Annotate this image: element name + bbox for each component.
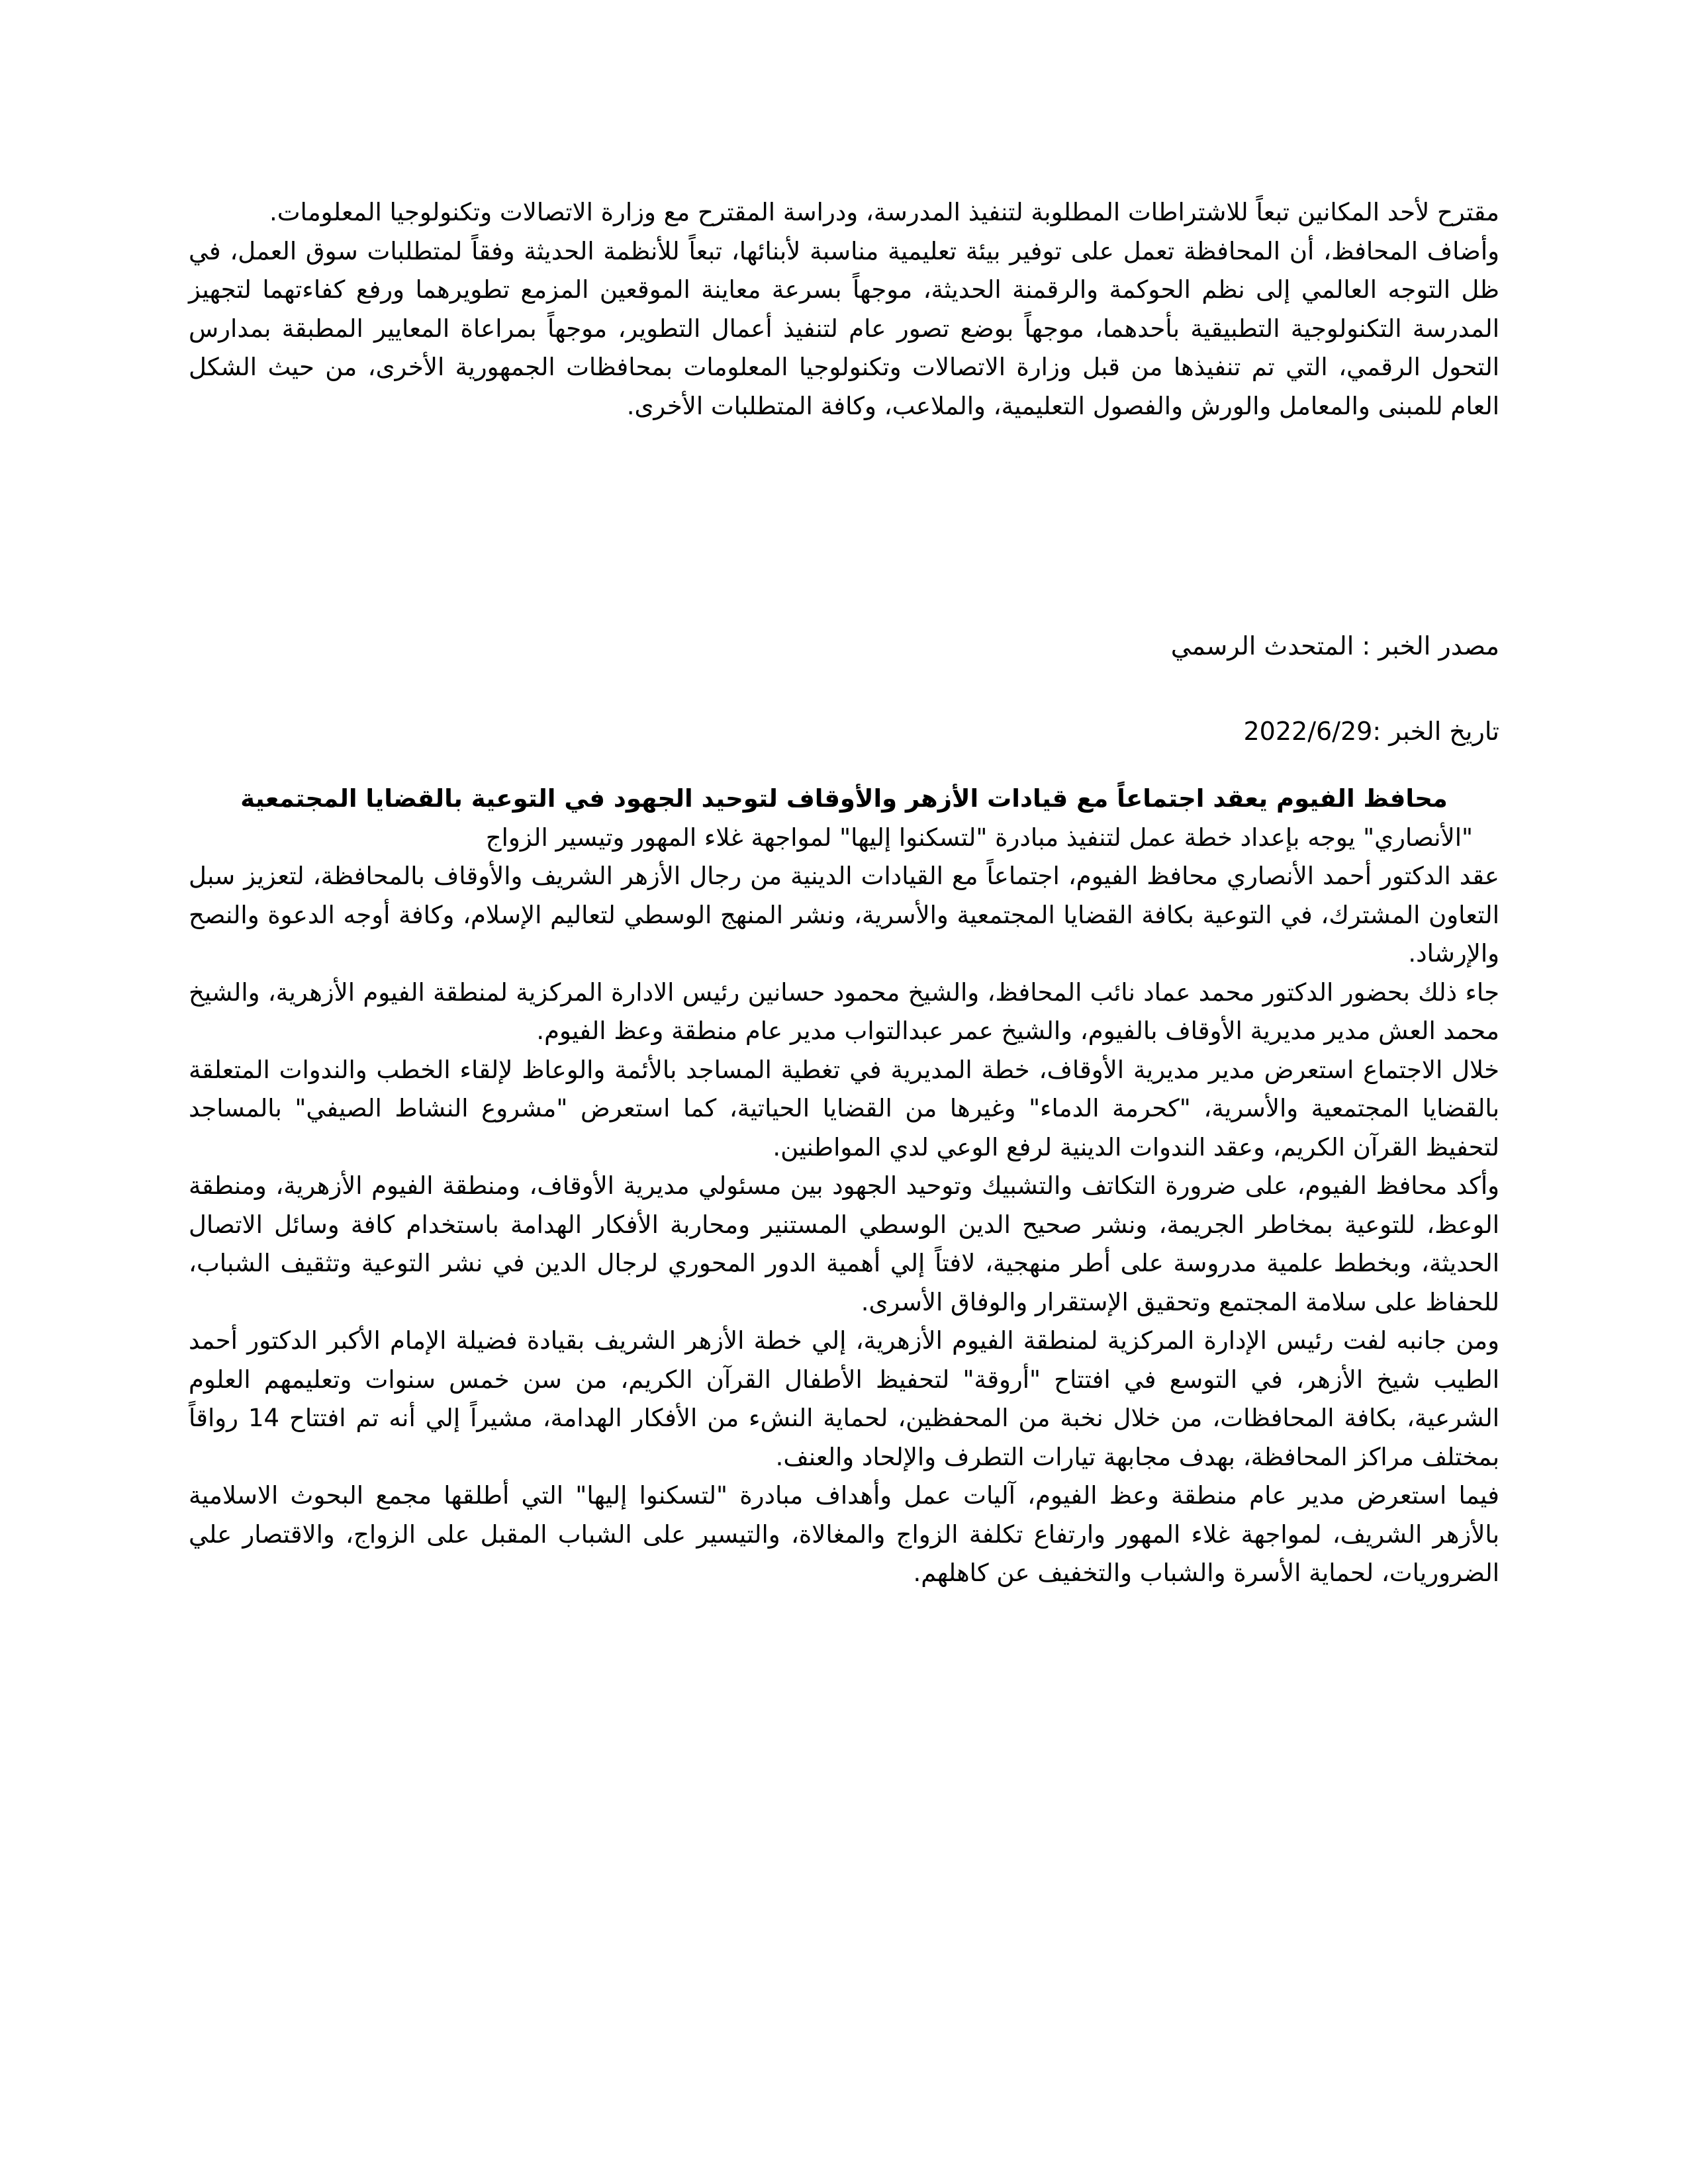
article-paragraph-4: وأكد محافظ الفيوم، على ضرورة التكاتف والتشبيك وتوحيد الجهود بين مسئولي مديرية الأوقاف، ومنطقة الفيوم الأزهرية، ومنطقة الوعظ، للتوعية بمخاطر الجريمة، ونشر صحيح الدين الوسطي المستنير ومحاربة الأفكار الهدامة باستخدام كافة وسائل الاتصال الحديثة، وبخطط علمية مدروسة على أطر منهجية، لافتاً إلي أهمية الدور المحوري لرجال الدين في نشر التوعية وتثقيف الشباب، للحفاظ على سلامة المجتمع وتحقيق الإستقرار والوفاق الأسرى.: [189, 1171, 1499, 1316]
article-paragraph-3: خلال الاجتماع استعرض مدير مديرية الأوقاف، خطة المديرية في تغطية المساجد بالأئمة والوعاظ لإلقاء الخطب والندوات المتعلقة بالقضايا المجتمعية والأسرية، "كحرمة الدماء" وغيرها من القضايا الحياتية، كما استعرض "مشروع النشاط الصيفي" بالمساجد لتحفيظ القرآن الكريم، وعقد الندوات الدينية لرفع الوعي لدي المواطنين.: [189, 1055, 1499, 1161]
news-date: [1243, 717, 1499, 746]
article-section: [189, 780, 1499, 1593]
intro-section: [189, 193, 1499, 426]
article-paragraph-6: فيما استعرض مدير عام منطقة وعظ الفيوم، آليات عمل وأهداف مبادرة "لتسكنوا إليها" التي أطلقها مجمع البحوث الاسلامية بالأزهر الشريف، لمواجهة غلاء المهور وارتفاع تكلفة الزواج والمغالاة، والتيسير على الشباب المقبل على الزواج، والاقتصار علي الضروريات، لحماية الأسرة والشباب والتخفيف عن كاهلهم.: [189, 1481, 1499, 1587]
article-subheadline: "الأنصاري" يوجه بإعداد خطة عمل لتنفيذ مبادرة "لتسكنوا إليها" لمواجهة غلاء المهور وتيسير الزواج: [485, 823, 1473, 852]
article-paragraph-2: جاء ذلك بحضور الدكتور محمد عماد نائب المحافظ، والشيخ محمود حسانين رئيس الادارة المركزية لمنطقة الفيوم الأزهرية، والشيخ محمد العش مدير مديرية الأوقاف بالفيوم، والشيخ عمر عبدالتواب مدير عام منطقة وعظ الفيوم.: [189, 978, 1499, 1045]
article-headline: محافظ الفيوم يعقد اجتماعاً مع قيادات الأزهر والأوقاف لتوحيد الجهود في التوعية بالقضايا المجتمعية: [240, 784, 1448, 813]
intro-paragraph-1: مقترح لأحد المكانين تبعاً للاشتراطات المطلوبة لتنفيذ المدرسة، ودراسة المقترح مع وزارة الاتصالات وتكنولوجيا المعلومات.: [269, 198, 1499, 226]
article-paragraph-5: ومن جانبه لفت رئيس الإدارة المركزية لمنطقة الفيوم الأزهرية، إلي خطة الأزهر الشريف بقيادة فضيلة الإمام الأكبر الدكتور أحمد الطيب شيخ الأزهر، في التوسع في افتتاح "أروقة" لتحفيظ الأطفال القرآن الكريم، من سن خمس سنوات وتعليمهم العلوم الشرعية، بكافة المحافظات، من خلال نخبة من المحفظين، لحماية النشء من الأفكار الهدامة، مشيراً إلي أنه تم افتتاح 14 رواقاً بمختلف مراكز المحافظة، بهدف مجابهة تيارات التطرف والإلحاد والعنف.: [189, 1326, 1499, 1471]
news-date-value: 2022/6/29: [1243, 717, 1373, 746]
news-source: مصدر الخبر : المتحدث الرسمي: [1170, 631, 1499, 660]
article-paragraph-1: عقد الدكتور أحمد الأنصاري محافظ الفيوم، اجتماعاً مع القيادات الدينية من رجال الأزهر الشريف والأوقاف بالمحافظة، لتعزيز سبل التعاون المشترك، في التوعية بكافة القضايا المجتمعية والأسرية، ونشر المنهج الوسطي لتعاليم الإسلام، وكافة أوجه الدعوة والنصح والإرشاد.: [189, 862, 1499, 968]
intro-paragraph-2: وأضاف المحافظ، أن المحافظة تعمل على توفير بيئة تعليمية مناسبة لأبنائها، تبعاً للأنظمة الحديثة وفقاً لمتطلبات سوق العمل، في ظل التوجه العالمي إلى نظم الحوكمة والرقمنة الحديثة، موجهاً بسرعة معاينة الموقعين المزمع تطويرهما ورفع كفاءتهما لتجهيز المدرسة التكنولوجية التطبيقية بأحدهما، موجهاً بوضع تصور عام لتنفيذ أعمال التطوير، موجهاً بمراعاة المعايير المطبقة بمدارس التحول الرقمي، التي تم تنفيذها من قبل وزارة الاتصالات وتكنولوجيا المعلومات بمحافظات الجمهورية الأخرى، من حيث الشكل العام للمبنى والمعامل والورش والفصول التعليمية، والملاعب، وكافة المتطلبات الأخرى.: [189, 236, 1499, 420]
news-date-label: تاريخ الخبر :: [1372, 717, 1499, 746]
